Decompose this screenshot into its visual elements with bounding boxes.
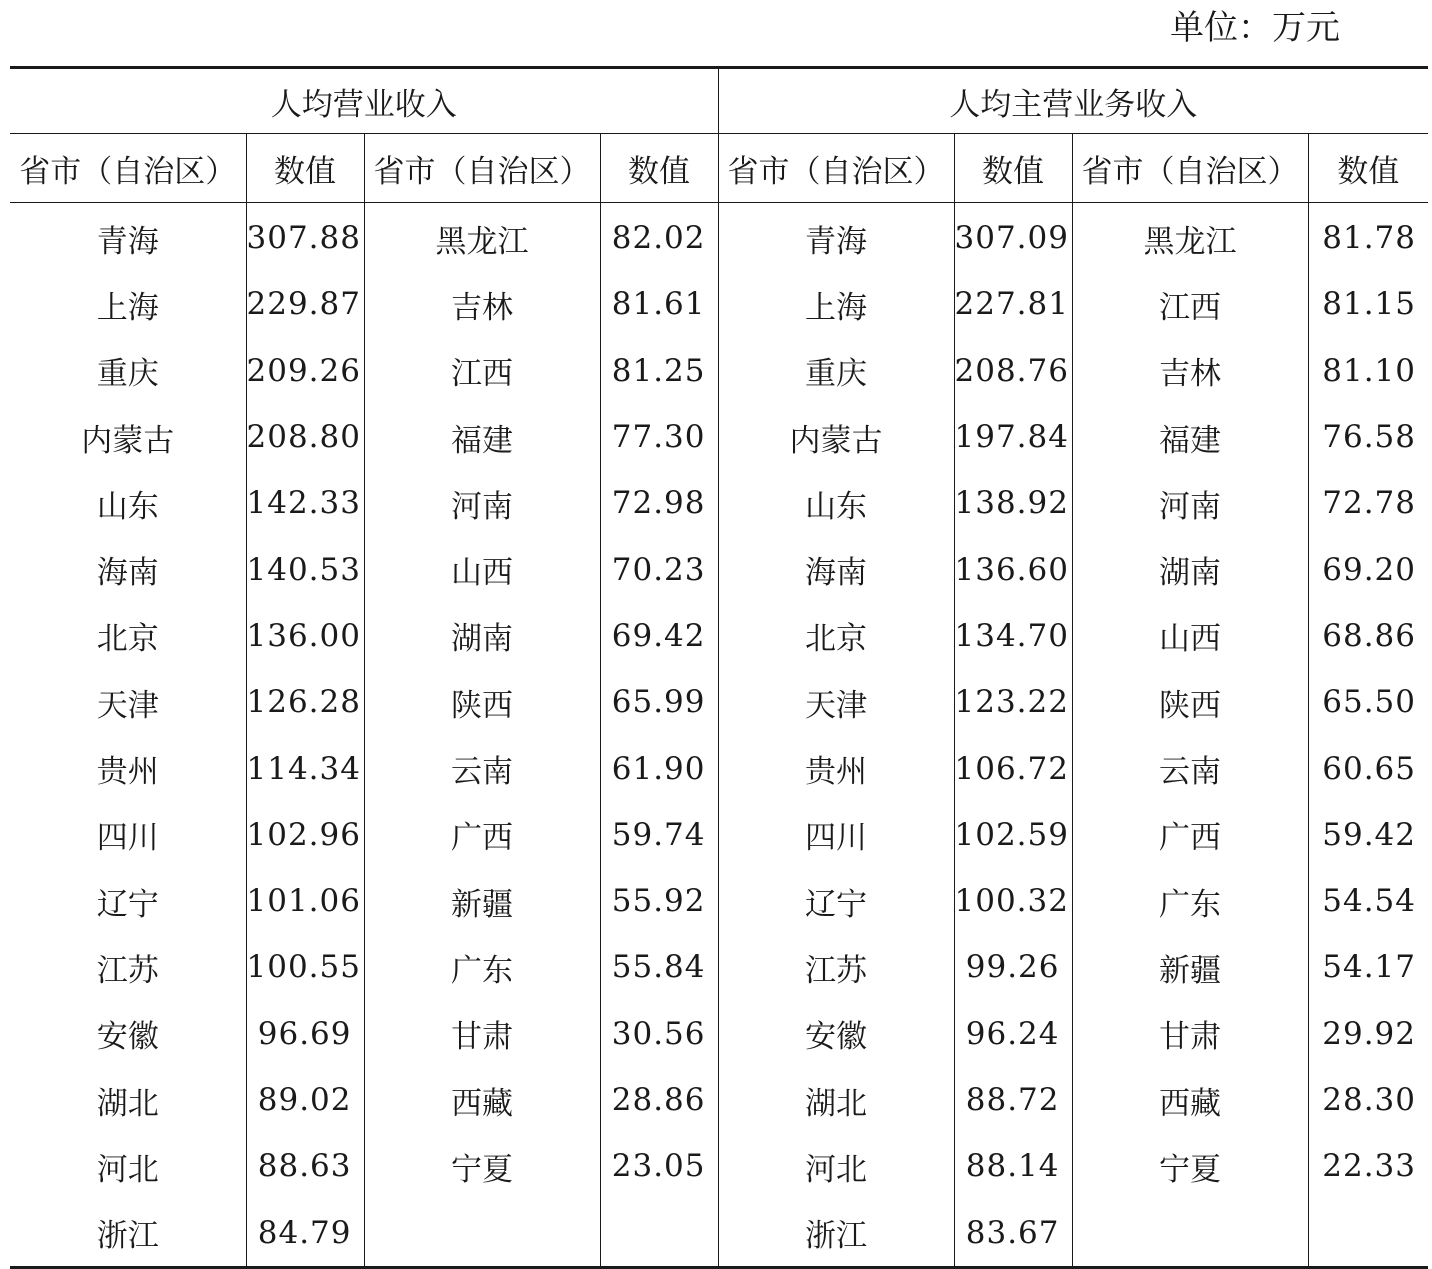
province-cell: 重庆 xyxy=(718,338,954,404)
table-row xyxy=(10,669,1428,735)
province-cell: 四川 xyxy=(10,802,246,868)
province-cell: 江苏 xyxy=(718,934,954,1000)
province-cell: 湖北 xyxy=(10,1067,246,1133)
province-cell: 天津 xyxy=(718,669,954,735)
value-cell: 30.56 xyxy=(600,1001,718,1067)
province-cell: 新疆 xyxy=(1072,934,1308,1000)
province-cell: 青海 xyxy=(10,203,246,272)
province-cell: 北京 xyxy=(10,603,246,669)
column-header-value: 数值 xyxy=(246,134,364,203)
value-cell: 106.72 xyxy=(954,735,1072,801)
column-header-row xyxy=(10,134,1428,203)
value-cell: 209.26 xyxy=(246,338,364,404)
value-cell: 126.28 xyxy=(246,669,364,735)
value-cell: 84.79 xyxy=(246,1199,364,1267)
table-row xyxy=(10,1199,1428,1267)
table-row xyxy=(10,1001,1428,1067)
province-cell: 湖南 xyxy=(364,603,600,669)
value-cell: 96.69 xyxy=(246,1001,364,1067)
province-cell: 辽宁 xyxy=(10,868,246,934)
province-cell: 云南 xyxy=(364,735,600,801)
value-cell: 23.05 xyxy=(600,1133,718,1199)
value-cell: 29.92 xyxy=(1322,1015,1416,1052)
value-cell: 81.25 xyxy=(600,338,718,404)
table-row xyxy=(10,934,1428,1000)
value-cell: 59.74 xyxy=(600,802,718,868)
value-cell: 208.76 xyxy=(954,338,1072,404)
province-cell: 宁夏 xyxy=(1072,1133,1308,1199)
province-cell: 河北 xyxy=(10,1133,246,1199)
value-cell: 136.60 xyxy=(954,536,1072,602)
group-title-main-business-revenue: 人均主营业务收入 xyxy=(718,68,1428,134)
province-cell: 甘肃 xyxy=(1072,1001,1308,1067)
value-cell: 77.30 xyxy=(600,404,718,470)
province-cell: 海南 xyxy=(10,536,246,602)
value-cell: 88.72 xyxy=(954,1067,1072,1133)
value-cell: 142.33 xyxy=(246,470,364,536)
value-cell: 65.50 xyxy=(1322,684,1416,721)
province-cell: 四川 xyxy=(718,802,954,868)
value-cell: 96.24 xyxy=(954,1001,1072,1067)
revenue-table xyxy=(10,66,1428,1269)
value-cell: 100.55 xyxy=(246,934,364,1000)
value-cell: 99.26 xyxy=(954,934,1072,1000)
province-cell: 北京 xyxy=(718,603,954,669)
table-row xyxy=(10,603,1428,669)
value-cell: 72.98 xyxy=(600,470,718,536)
value-cell: 229.87 xyxy=(246,271,364,337)
province-cell: 陕西 xyxy=(1072,669,1308,735)
column-header-province: 省市（自治区） xyxy=(1072,134,1308,203)
value-cell: 88.14 xyxy=(954,1133,1072,1199)
value-cell: 307.88 xyxy=(246,203,364,272)
value-cell: 76.58 xyxy=(1322,419,1416,456)
value-cell: 54.54 xyxy=(1322,883,1416,920)
province-cell: 西藏 xyxy=(1072,1067,1308,1133)
province-cell: 广东 xyxy=(1072,868,1308,934)
value-cell: 114.34 xyxy=(246,735,364,801)
table-row xyxy=(10,735,1428,801)
value-cell xyxy=(1308,1199,1428,1267)
province-cell: 青海 xyxy=(718,203,954,272)
value-cell: 81.78 xyxy=(1322,220,1416,257)
province-cell: 浙江 xyxy=(10,1199,246,1267)
table-row xyxy=(10,470,1428,536)
province-cell: 安徽 xyxy=(718,1001,954,1067)
province-cell: 内蒙古 xyxy=(10,404,246,470)
value-cell: 140.53 xyxy=(246,536,364,602)
province-cell: 吉林 xyxy=(1072,338,1308,404)
column-header-province: 省市（自治区） xyxy=(10,134,246,203)
province-cell: 西藏 xyxy=(364,1067,600,1133)
value-cell xyxy=(600,1199,718,1267)
province-cell: 黑龙江 xyxy=(1072,203,1308,272)
value-cell: 227.81 xyxy=(954,271,1072,337)
table-row xyxy=(10,1133,1428,1199)
table-row xyxy=(10,868,1428,934)
value-cell: 55.84 xyxy=(600,934,718,1000)
table-row xyxy=(10,338,1428,404)
province-cell xyxy=(364,1199,600,1267)
province-cell: 河南 xyxy=(1072,470,1308,536)
province-cell: 上海 xyxy=(718,271,954,337)
province-cell: 甘肃 xyxy=(364,1001,600,1067)
group-title-operating-revenue: 人均营业收入 xyxy=(10,68,718,134)
province-cell: 山东 xyxy=(10,470,246,536)
value-cell: 197.84 xyxy=(954,404,1072,470)
value-cell: 54.17 xyxy=(1322,949,1416,986)
province-cell: 宁夏 xyxy=(364,1133,600,1199)
province-cell: 辽宁 xyxy=(718,868,954,934)
table-row xyxy=(10,802,1428,868)
value-cell: 102.96 xyxy=(246,802,364,868)
province-cell: 海南 xyxy=(718,536,954,602)
table-row xyxy=(10,203,1428,272)
province-cell: 内蒙古 xyxy=(718,404,954,470)
province-cell: 广东 xyxy=(364,934,600,1000)
province-cell: 山西 xyxy=(364,536,600,602)
value-cell: 59.42 xyxy=(1322,816,1416,853)
column-header-province: 省市（自治区） xyxy=(364,134,600,203)
value-cell: 134.70 xyxy=(954,603,1072,669)
value-cell: 82.02 xyxy=(600,203,718,272)
value-cell: 28.86 xyxy=(600,1067,718,1133)
value-cell: 102.59 xyxy=(954,802,1072,868)
value-cell: 69.20 xyxy=(1322,551,1416,588)
province-cell: 河北 xyxy=(718,1133,954,1199)
province-cell: 重庆 xyxy=(10,338,246,404)
table-body xyxy=(10,203,1428,1268)
province-cell: 浙江 xyxy=(718,1199,954,1267)
province-cell: 贵州 xyxy=(718,735,954,801)
value-cell: 138.92 xyxy=(954,470,1072,536)
value-cell: 100.32 xyxy=(954,868,1072,934)
value-cell: 60.65 xyxy=(1322,750,1416,787)
group-header-row xyxy=(10,68,1428,134)
table-row xyxy=(10,271,1428,337)
value-cell: 72.78 xyxy=(1322,485,1416,522)
value-cell: 136.00 xyxy=(246,603,364,669)
province-cell: 湖北 xyxy=(718,1067,954,1133)
province-cell: 贵州 xyxy=(10,735,246,801)
province-cell: 安徽 xyxy=(10,1001,246,1067)
province-cell: 云南 xyxy=(1072,735,1308,801)
province-cell: 天津 xyxy=(10,669,246,735)
province-cell: 江西 xyxy=(364,338,600,404)
value-cell: 28.30 xyxy=(1322,1082,1416,1118)
value-cell: 123.22 xyxy=(954,669,1072,735)
province-cell: 陕西 xyxy=(364,669,600,735)
value-cell: 68.86 xyxy=(1322,617,1416,654)
province-cell: 上海 xyxy=(10,271,246,337)
value-cell: 61.90 xyxy=(600,735,718,801)
value-cell: 208.80 xyxy=(246,404,364,470)
value-cell: 81.15 xyxy=(1322,286,1416,323)
value-cell: 81.10 xyxy=(1322,352,1416,389)
value-cell: 70.23 xyxy=(600,536,718,602)
value-cell: 69.42 xyxy=(600,603,718,669)
value-cell: 89.02 xyxy=(246,1067,364,1133)
value-cell: 65.99 xyxy=(600,669,718,735)
value-cell: 101.06 xyxy=(246,868,364,934)
province-cell: 福建 xyxy=(1072,404,1308,470)
value-cell: 55.92 xyxy=(600,868,718,934)
province-cell: 新疆 xyxy=(364,868,600,934)
value-cell: 83.67 xyxy=(954,1199,1072,1267)
province-cell: 吉林 xyxy=(364,271,600,337)
province-cell: 河南 xyxy=(364,470,600,536)
table-row xyxy=(10,536,1428,602)
province-cell: 山东 xyxy=(718,470,954,536)
table-row xyxy=(10,1067,1428,1133)
province-cell xyxy=(1072,1199,1308,1267)
value-cell: 88.63 xyxy=(246,1133,364,1199)
unit-label: 单位：万元 xyxy=(1170,8,1340,48)
province-cell: 黑龙江 xyxy=(364,203,600,272)
value-cell: 81.61 xyxy=(600,271,718,337)
province-cell: 山西 xyxy=(1072,603,1308,669)
column-header-province: 省市（自治区） xyxy=(718,134,954,203)
value-cell: 307.09 xyxy=(954,203,1072,272)
province-cell: 湖南 xyxy=(1072,536,1308,602)
table-row xyxy=(10,404,1428,470)
province-cell: 广西 xyxy=(1072,802,1308,868)
column-header-value: 数值 xyxy=(1308,134,1428,203)
column-header-value: 数值 xyxy=(600,134,718,203)
province-cell: 广西 xyxy=(364,802,600,868)
column-header-value: 数值 xyxy=(954,134,1072,203)
province-cell: 江苏 xyxy=(10,934,246,1000)
province-cell: 福建 xyxy=(364,404,600,470)
province-cell: 江西 xyxy=(1072,271,1308,337)
value-cell: 22.33 xyxy=(1322,1148,1416,1185)
